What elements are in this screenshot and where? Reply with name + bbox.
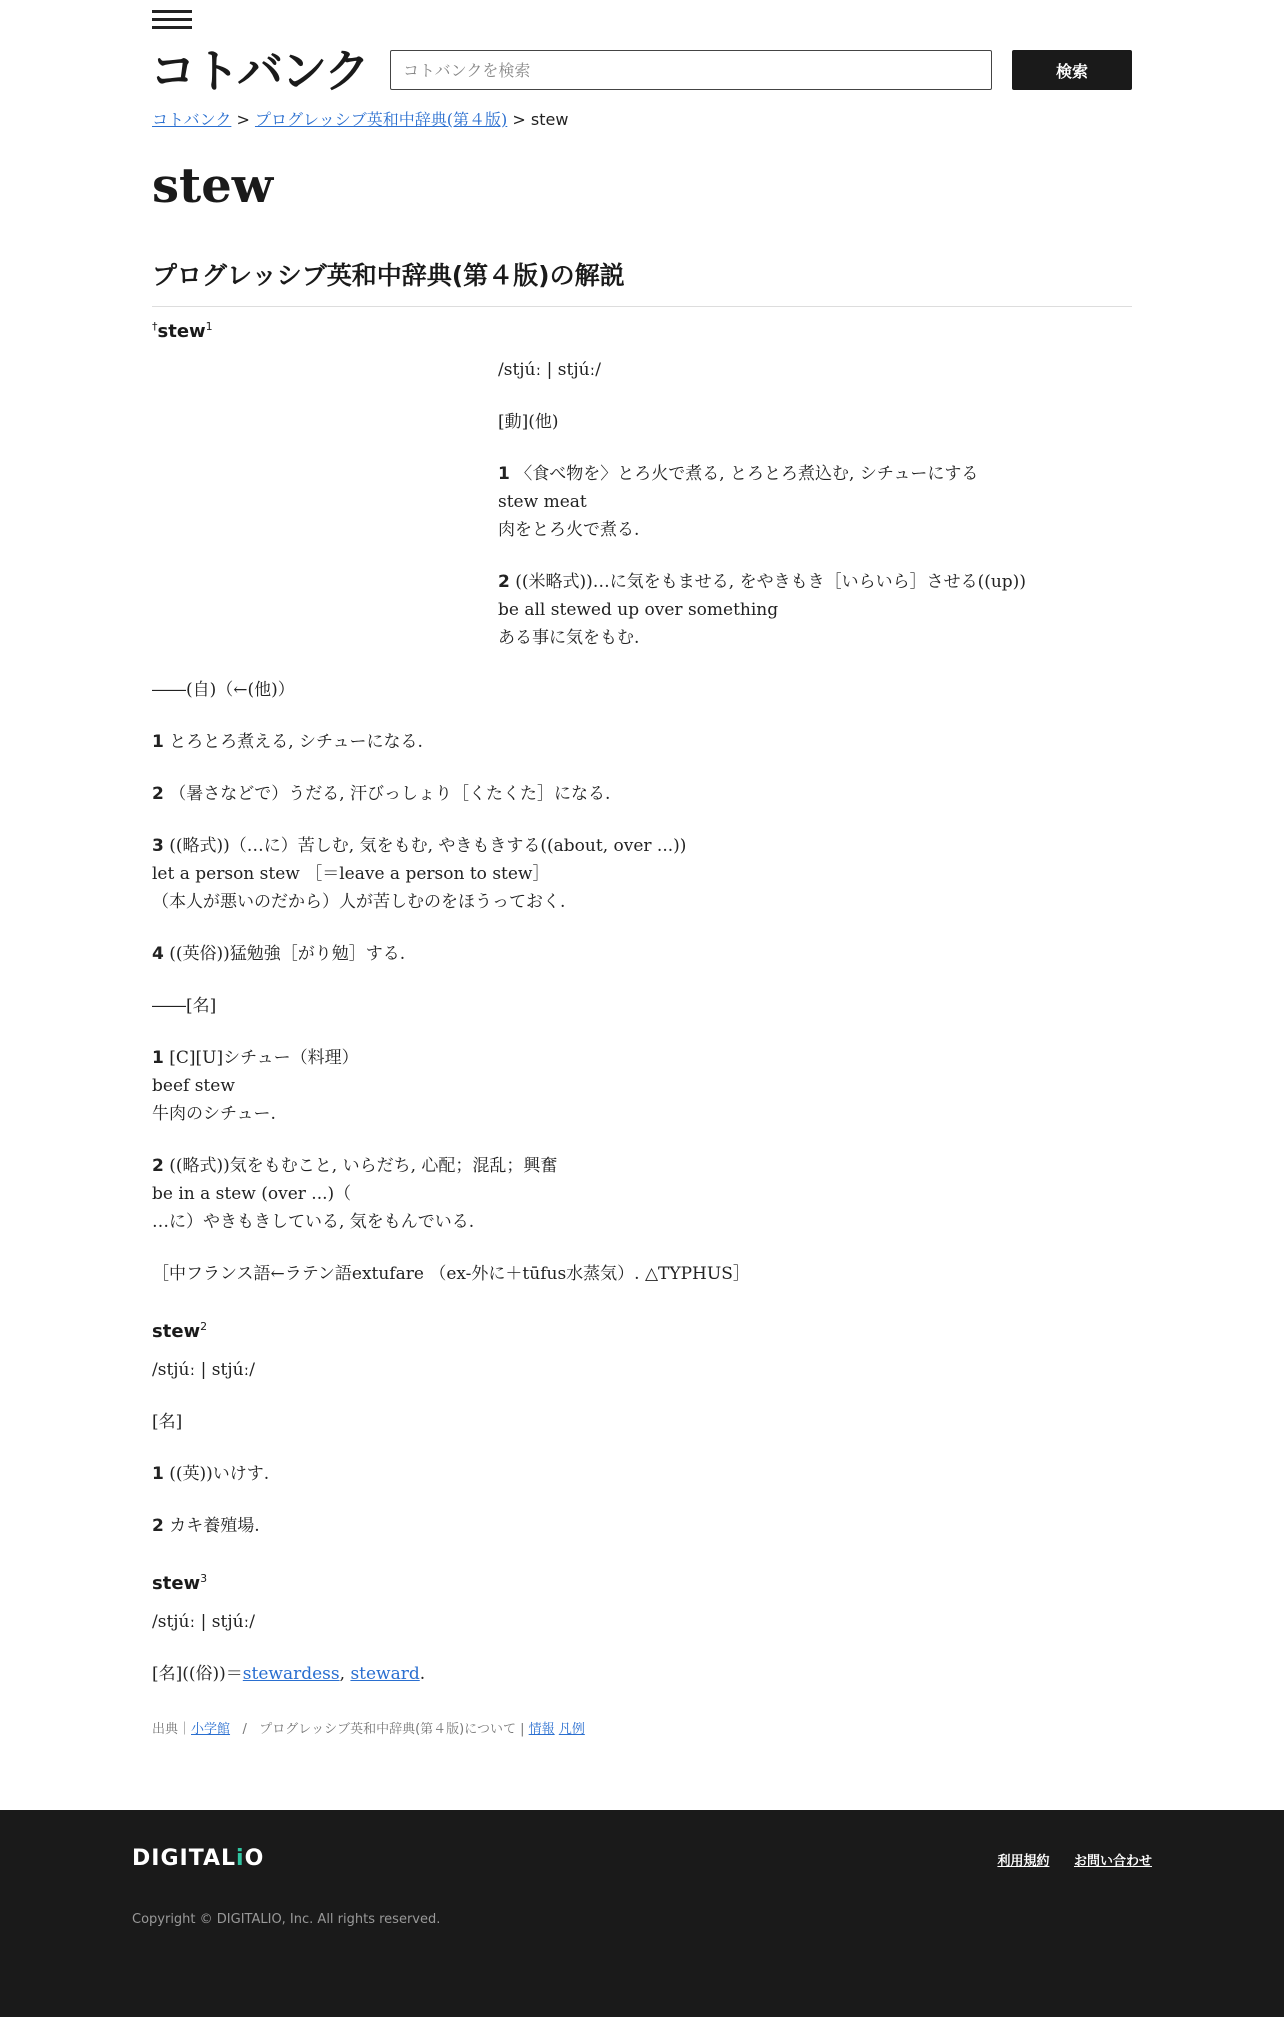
part-of-speech: ――[名] xyxy=(152,996,217,1016)
terms-link[interactable]: 利用規約 xyxy=(997,1854,1050,1869)
headword-text: stew xyxy=(157,321,206,342)
sense-number: 3 xyxy=(152,836,164,856)
footer-links xyxy=(977,1850,1152,1869)
source-about: プログレッシブ英和中辞典(第４版)について | xyxy=(259,1722,525,1737)
entry-headword xyxy=(152,320,213,342)
example-en: beef stew xyxy=(152,1076,235,1096)
example-ja: …に）やきもきしている, 気をもんでいる. xyxy=(152,1212,475,1232)
entry-headword xyxy=(152,1320,207,1342)
footer xyxy=(0,1810,1284,2017)
sense-number: 2 xyxy=(152,1516,164,1536)
source-label: 出典｜ xyxy=(152,1722,192,1737)
example-ja: 牛肉のシチュー. xyxy=(152,1104,276,1124)
headword-text: stew xyxy=(152,1321,201,1342)
dictionary-name: プログレッシブ英和中辞典(第４版) xyxy=(152,261,550,290)
sense-number: 1 xyxy=(152,1464,164,1484)
definition-text: （暑さなどで）うだる, 汗びっしょり［くたくた］になる. xyxy=(169,784,611,804)
part-of-speech: [動](他) xyxy=(498,412,559,432)
headword-number: 1 xyxy=(205,320,213,333)
site-logo[interactable]: コトバンク xyxy=(150,44,369,98)
definition xyxy=(152,832,686,860)
search-button[interactable]: 検索 xyxy=(1012,50,1132,90)
pronunciation: /stjúː | stjúː/ xyxy=(498,360,601,380)
headword-text: stew xyxy=(152,1573,201,1594)
dictionary-heading xyxy=(152,256,1132,307)
breadcrumb-separator: > xyxy=(512,110,526,129)
breadcrumb-separator: > xyxy=(236,110,250,129)
copyright: Copyright © DIGITALIO, Inc. All rights reserved. xyxy=(132,1912,441,1927)
etymology: ［中フランス語←ラテン語extufare （ex-外に＋tūfus水蒸気）. △TYPHUS］ xyxy=(152,1264,750,1284)
definition-text: とろとろ煮える, シチューになる. xyxy=(169,732,423,752)
headword-number: 3 xyxy=(200,1572,208,1585)
stewardess-link[interactable]: stewardess xyxy=(242,1664,340,1684)
definition-text: ((略式))（…に）苦しむ, 気をもむ, やきもきする((about, over ...)) xyxy=(169,836,687,856)
definition-text: ((英俗))猛勉強［がり勉］する. xyxy=(169,944,406,964)
contact-link[interactable]: お問い合わせ xyxy=(1073,1854,1152,1869)
sense-number: 1 xyxy=(152,732,164,752)
sense-number: 2 xyxy=(152,784,164,804)
logo-text-end: O xyxy=(244,1846,265,1871)
sense-number: 2 xyxy=(152,1156,164,1176)
dagger-mark: † xyxy=(152,320,158,333)
period: . xyxy=(419,1664,426,1684)
source-line xyxy=(152,1718,585,1737)
definition xyxy=(152,780,610,808)
definition xyxy=(152,1152,557,1180)
comma: , xyxy=(339,1664,351,1684)
definition xyxy=(152,940,405,968)
logo-accent: i xyxy=(236,1846,245,1871)
sense-number: 1 xyxy=(152,1048,164,1068)
source-separator: / xyxy=(242,1722,247,1737)
definition-text: [名]((俗))＝ xyxy=(152,1664,243,1684)
sense-number: 2 xyxy=(498,572,510,592)
definition xyxy=(152,1660,425,1688)
definition-text: 〈食べ物を〉とろ火で煮る, とろとろ煮込む, シチューにする xyxy=(515,464,979,484)
definition xyxy=(152,1044,359,1072)
pronunciation: /stjúː | stjúː/ xyxy=(152,1612,255,1632)
definition xyxy=(498,460,978,488)
definition-text: ((略式))気をもむこと, いらだち, 心配；混乱；興奮 xyxy=(169,1156,558,1176)
digitalio-logo[interactable] xyxy=(132,1846,264,1871)
example-ja: （本人が悪いのだから）人が苦しむのをほうっておく. xyxy=(152,892,566,912)
breadcrumb-home-link[interactable]: コトバンク xyxy=(152,110,232,129)
pronunciation: /stjúː | stjúː/ xyxy=(152,1360,255,1380)
definition-text: カキ養殖場. xyxy=(169,1516,260,1536)
part-of-speech: ――(自)（←(他)） xyxy=(152,680,295,700)
logo-text: DIGITAL xyxy=(132,1846,237,1871)
example-en: be in a stew (over ...)（ xyxy=(152,1184,352,1204)
definition xyxy=(152,1460,269,1488)
definition xyxy=(152,1512,260,1540)
definition-text: ((米略式))…に気をもませる, をやきもき［いらいら］させる((up)) xyxy=(515,572,1026,592)
sense-number: 4 xyxy=(152,944,164,964)
definition-text: [C][U]シチュー（料理） xyxy=(169,1048,359,1068)
breadcrumb xyxy=(152,107,568,130)
dictionary-heading-suffix: の解説 xyxy=(549,261,625,290)
publisher-link[interactable]: 小学館 xyxy=(191,1722,231,1737)
example-ja: ある事に気をもむ. xyxy=(498,628,640,648)
example-en: stew meat xyxy=(498,492,587,512)
part-of-speech: [名] xyxy=(152,1412,183,1432)
definition xyxy=(498,568,1026,596)
steward-link[interactable]: steward xyxy=(350,1664,420,1684)
legend-link[interactable]: 凡例 xyxy=(558,1722,585,1737)
definition xyxy=(152,728,423,756)
entry-headword xyxy=(152,1572,207,1594)
headword-number: 2 xyxy=(200,1320,208,1333)
example-ja: 肉をとろ火で煮る. xyxy=(498,520,640,540)
sense-number: 1 xyxy=(498,464,510,484)
breadcrumb-dictionary-link[interactable]: プログレッシブ英和中辞典(第４版) xyxy=(254,110,508,129)
search-input[interactable] xyxy=(390,50,992,90)
info-link[interactable]: 情報 xyxy=(528,1722,555,1737)
example-en: let a person stew ［＝leave a person to stew］ xyxy=(152,864,550,884)
menu-icon[interactable] xyxy=(152,10,192,30)
example-en: be all stewed up over something xyxy=(498,600,779,620)
definition-text: ((英))いけす. xyxy=(169,1464,270,1484)
breadcrumb-current: stew xyxy=(530,110,569,129)
page-title: stew xyxy=(152,158,274,214)
